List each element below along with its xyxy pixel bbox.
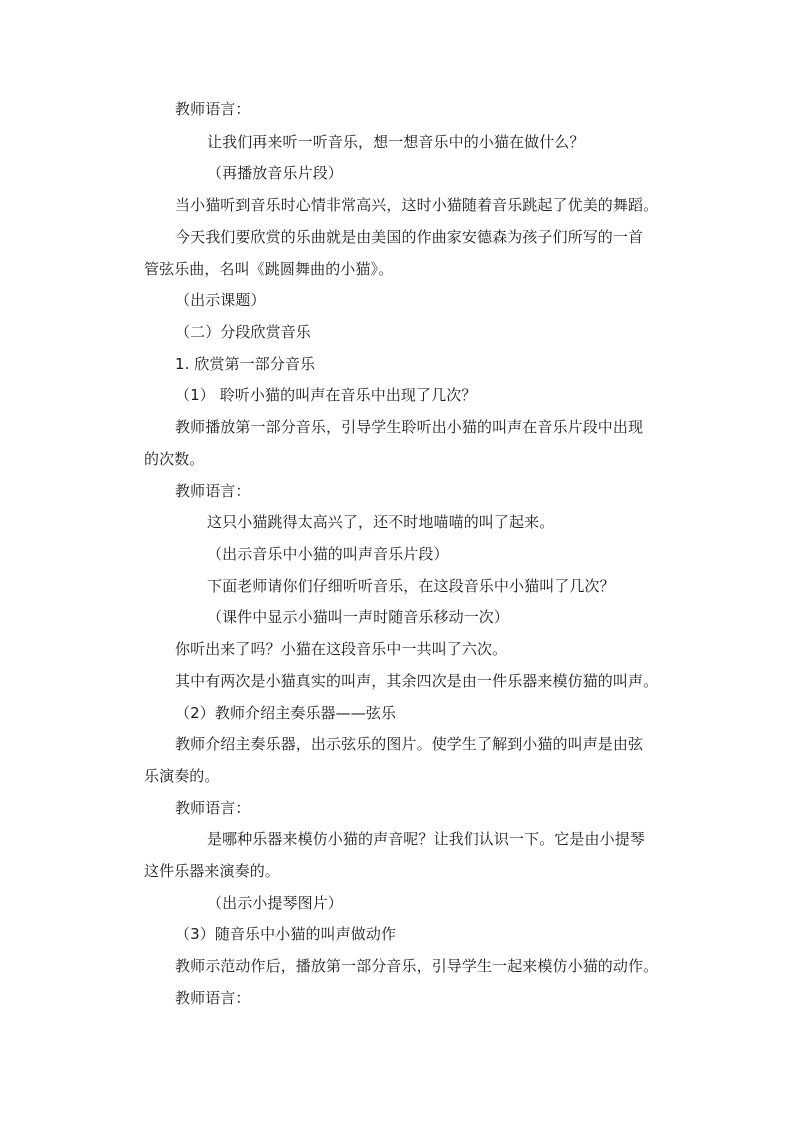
text-line: 的次数。 xyxy=(144,450,205,468)
text-line: 当小猫听到音乐时心情非常高兴，这时小猫随着音乐跳起了优美的舞蹈。 xyxy=(175,196,659,214)
text-line: 这件乐器来演奏的。 xyxy=(144,862,280,880)
text-line: （3）随音乐中小猫的叫声做动作 xyxy=(175,925,397,943)
text-line: （1） 聆听小猫的叫声在音乐中出现了几次？ xyxy=(175,386,477,404)
text-line: （二）分段欣赏音乐 xyxy=(175,323,311,341)
text-line: 1. 欣赏第一部分音乐 xyxy=(175,355,316,373)
text-line: 其中有两次是小猫真实的叫声，其余四次是由一件乐器来模仿猫的叫声。 xyxy=(175,672,659,690)
text-line: 这只小猫跳得太高兴了，还不时地喵喵的叫了起来。 xyxy=(207,513,555,531)
text-line: 乐演奏的。 xyxy=(144,767,220,785)
text-line: 让我们再来听一听音乐，想一想音乐中的小猫在做什么？ xyxy=(207,133,585,151)
text-line: 管弦乐曲，名叫《跳圆舞曲的小猫》。 xyxy=(144,260,394,278)
text-line: （出示音乐中小猫的叫声音乐片段） xyxy=(207,545,449,563)
text-line: 教师播放第一部分音乐，引导学生聆听出小猫的叫声在音乐片段中出现 xyxy=(175,418,644,436)
text-line: （2）教师介绍主奏乐器——弦乐 xyxy=(175,704,397,722)
text-line: 教师语言： xyxy=(175,482,251,500)
text-line: 是哪种乐器来模仿小猫的声音呢？让我们认识一下。它是由小提琴 xyxy=(207,830,645,848)
text-line: （再播放音乐片段） xyxy=(207,164,343,182)
text-line: 教师语言： xyxy=(175,100,251,118)
text-line: （课件中显示小猫叫一声时随音乐移动一次） xyxy=(207,608,510,626)
text-line: 下面老师请你们仔细听听音乐，在这段音乐中小猫叫了几次？ xyxy=(207,577,615,595)
text-line: 教师语言： xyxy=(175,989,251,1007)
text-line: 教师示范动作后，播放第一部分音乐，引导学生一起来模仿小猫的动作。 xyxy=(175,957,659,975)
text-line: 你听出来了吗？小猫在这段音乐中一共叫了六次。 xyxy=(175,640,508,658)
text-line: 教师介绍主奏乐器，出示弦乐的图片。使学生了解到小猫的叫声是由弦 xyxy=(175,735,644,753)
text-line: 教师语言： xyxy=(175,799,251,817)
text-line: （出示课题） xyxy=(175,291,266,309)
text-line: 今天我们要欣赏的乐曲就是由美国的作曲家安德森为孩子们所写的一首 xyxy=(175,228,644,246)
text-line: （出示小提琴图片） xyxy=(207,894,343,912)
